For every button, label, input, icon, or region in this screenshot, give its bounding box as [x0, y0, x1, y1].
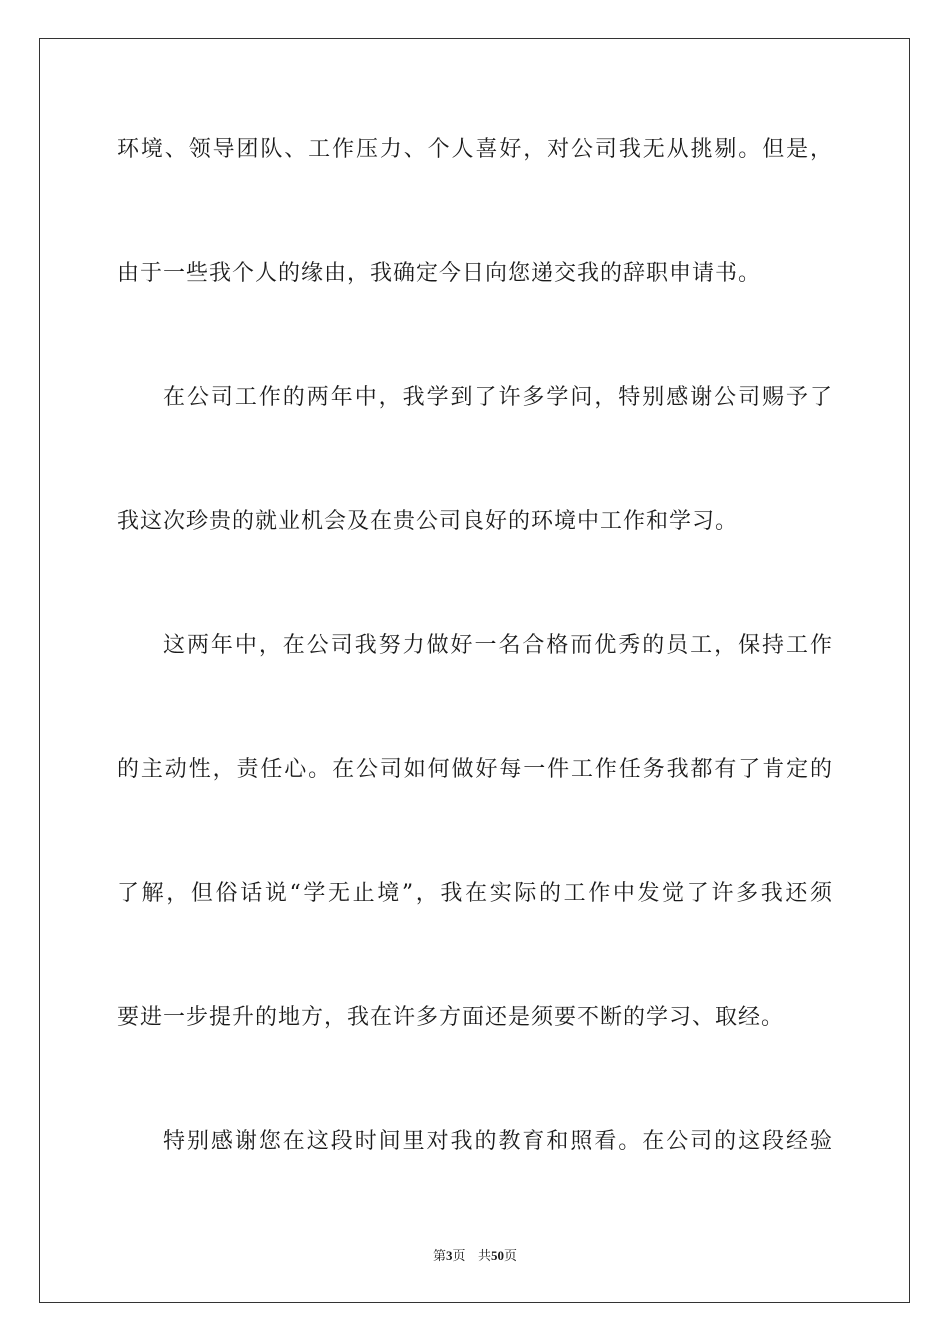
body-line-4: 我这次珍贵的就业机会及在贵公司良好的环境中工作和学习。 [117, 509, 739, 534]
body-line-9: 特别感谢您在这段时间里对我的教育和照看。在公司的这段经验 [163, 1129, 833, 1154]
page-border [39, 38, 910, 1303]
body-line-1: 环境、领导团队、工作压力、个人喜好，对公司我无从挑剔。但是， [117, 137, 833, 162]
body-line-6: 的主动性，责任心。在公司如何做好每一件工作任务我都有了肯定的 [117, 757, 833, 782]
footer-page-total: 50 [490, 1248, 504, 1263]
body-line-8: 要进一步提升的地方，我在许多方面还是须要不断的学习、取经。 [117, 1005, 785, 1030]
body-line-3: 在公司工作的两年中，我学到了许多学问，特别感谢公司赐予了 [163, 385, 833, 410]
footer-page-prefix: 第 [433, 1249, 447, 1264]
body-line-5: 这两年中，在公司我努力做好一名合格而优秀的员工，保持工作 [163, 633, 833, 658]
footer-total-suffix: 页 [503, 1249, 517, 1264]
footer-page-suffix: 页 [452, 1249, 466, 1264]
page-footer [0, 1247, 950, 1266]
footer-page-current: 3 [446, 1248, 453, 1263]
body-line-7: 了解，但俗话说“学无止境”，我在实际的工作中发觉了许多我还须 [117, 881, 833, 906]
footer-total-prefix: 共 [477, 1249, 491, 1264]
body-line-2: 由于一些我个人的缘由，我确定今日向您递交我的辞职申请书。 [117, 261, 762, 286]
